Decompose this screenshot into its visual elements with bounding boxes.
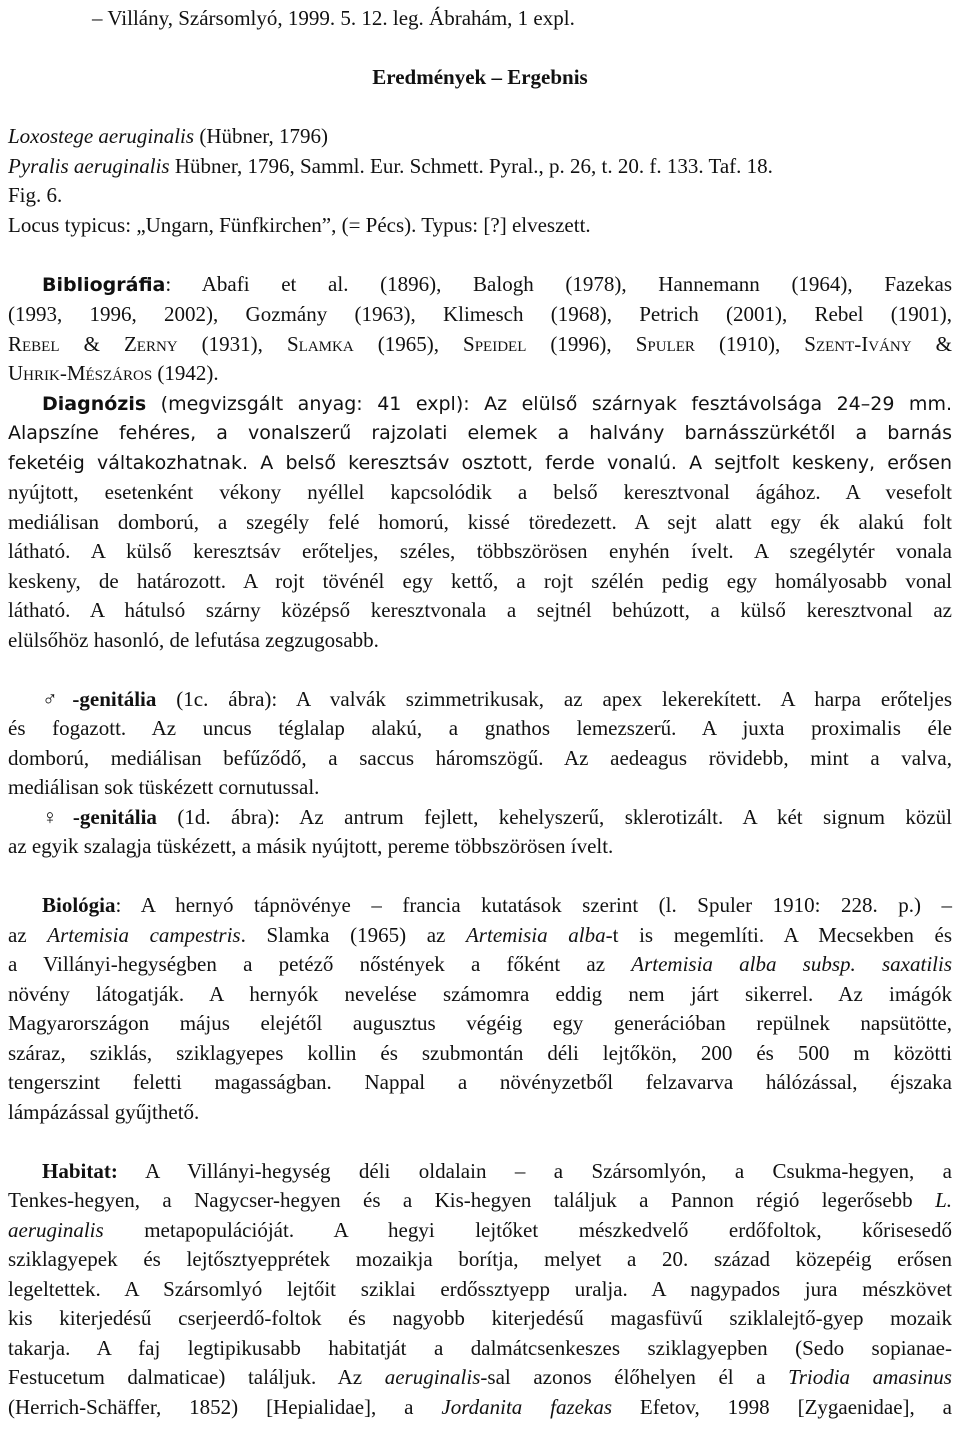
diagnosis-line: keskeny, de határozott. A rojt tövénél egy kettő, a rojt szélén pedig egy homályosabb vonal xyxy=(8,568,952,593)
diagnosis-line: látható. A hátulsó szárny középső keresztvonala a sejtnél behúzott, a külső keresztvonal az xyxy=(8,598,952,622)
diagnosis-line: Alapszíne fehéres, a vonalszerű rajzolati elemek a halvány barnásszürkétől a barnás xyxy=(8,422,952,444)
male-genitalia-text: (1c. ábra): A valvák szimmetrikusak, az apex lekerekített. A harpa erőteljes xyxy=(156,686,953,711)
biology-line xyxy=(8,891,952,921)
habitat-line: Festucetum dalmaticae) találjuk. Az aeruginalis-sal azonos élőhelyen él a Triodia amasinus xyxy=(8,1365,952,1389)
habitat-line: sziklagyepek és lejtősztyepprétek mozaikja borítja, melyet a 20. század közepéig erősen xyxy=(8,1247,952,1271)
habitat-line xyxy=(8,1157,952,1187)
female-genitalia-text: (1d. ábra): Az antrum fejlett, kehelyszerű, sklerotizált. A két signum közül xyxy=(156,804,952,829)
biology-label: Biológia xyxy=(42,893,116,917)
species-title xyxy=(8,122,952,152)
biology-line: száraz, sziklás, sziklagyepes kollin és szubmontán déli lejtőkön, 200 és 500 m közötti xyxy=(8,1040,952,1065)
male-genitalia-label: ♂-genitália xyxy=(42,686,157,711)
species-ref: Jordanita fazekas xyxy=(441,1394,612,1419)
habitat-line: kis kiterjedésű cserjeerdő-foltok és nagyobb kiterjedésű magasfüvű sziklalejtő-gyep mozaik xyxy=(8,1306,952,1330)
habitat-line: Tenkes-hegyen, a Nagycser-hegyen és a Kis-hegyen találjuk a Pannon régió legerősebb L. xyxy=(8,1188,952,1212)
male-genitalia-line: és fogazott. Az uncus téglalap alakú, a gnathos lemezszerű. A juxta proximalis éle xyxy=(8,716,952,740)
locus-typicus: Locus typicus: „Ungarn, Fünfkirchen”, (= Pécs). Typus: [?] elveszett. xyxy=(8,212,591,237)
bibliography-text: : Abafi et al. (1896), Balogh (1978), Hannemann (1964), Fazekas xyxy=(165,271,952,296)
bibliography-label: Bibliográfia xyxy=(42,273,166,296)
male-genitalia-line xyxy=(8,685,952,715)
biology-line: Magyarországon május elejétől augusztus végéig egy generációban repülnek napsütötte, xyxy=(8,1011,952,1035)
habitat-line: takarja. A faj legtipikusabb habitatját a dalmátcsenkeszes sziklagyepben (Sedo sopianae- xyxy=(8,1335,952,1360)
species-ref: Artemisia alba subsp. saxatilis xyxy=(631,952,952,976)
habitat-line: (Herrich-Schäffer, 1852) [Hepialidae], a Jordanita fazekas Efetov, 1998 [Zygaenidae], a xyxy=(8,1394,952,1419)
female-genitalia-label: ♀-genitália xyxy=(42,804,157,829)
diagnosis-line xyxy=(8,389,952,420)
diagnosis-line: látható. A külső keresztsáv erőteljes, széles, többszörösen enyhén ívelt. A szegélytér vonala xyxy=(8,539,952,563)
species-ref: aeruginalis xyxy=(8,1217,104,1242)
species-ref: Artemisia campestris xyxy=(47,922,241,947)
species-ref: Triodia amasinus xyxy=(788,1365,952,1389)
habitat-label: Habitat: xyxy=(42,1158,118,1183)
female-genitalia-line: az egyik szalagja tüskézett, a másik nyújtott, pereme többszörösen ívelt. xyxy=(8,834,614,858)
diagnosis-text: (megvizsgált anyag: 41 expl): Az elülső szárnyak fesztávolsága 24–29 mm. xyxy=(146,392,952,415)
species-author: (Hübner, 1796) xyxy=(194,124,328,148)
biology-line: lámpázással gyűjthető. xyxy=(8,1099,200,1124)
biology-line: az Artemisia campestris. Slamka (1965) az Artemisia alba-t is megemlíti. A Mecsekben és xyxy=(8,922,952,947)
original-citation: Hübner, 1796, Samml. Eur. Schmett. Pyral., p. 26, t. 20. f. 133. Taf. 18. xyxy=(169,153,773,178)
biology-text: : A hernyó tápnövénye – francia kutatások szerint (l. Spuler 1910: 228. p.) – xyxy=(115,893,952,917)
bibliography-line: Rebel & Zerny (1931), Slamka (1965), Speidel (1996), Spuler (1910), Szent-Ivány & xyxy=(8,331,952,356)
species-ref: aeruginalis xyxy=(384,1365,481,1389)
bibliography-line: Uhrik-Mészáros (1942). xyxy=(8,361,219,385)
biology-line: tengerszint feletti magasságban. Nappal a növényzetből felzavarva hálózással, éjszaka xyxy=(8,1070,952,1094)
results-heading: Eredmények – Ergebnis xyxy=(372,65,588,89)
male-genitalia-line: mediálisan sok tüskézett cornutussal. xyxy=(8,775,320,799)
species-ref: L. xyxy=(935,1188,952,1212)
diagnosis-label: Diagnózis xyxy=(42,392,147,415)
collection-record: – Villány, Szársomlyó, 1999. 5. 12. leg. Ábrahám, 1 expl. xyxy=(92,6,575,30)
original-description xyxy=(8,152,952,182)
diagnosis-line: feketéig váltakozhatnak. A belső keresztsáv osztott, ferde vonalú. A sejtfolt keskeny, erősen xyxy=(8,451,952,474)
habitat-line: legeltettek. A Szársomlyó lejtőit sziklai erdőssztyepp uralja. A nagypados jura mészkövet xyxy=(8,1276,952,1301)
habitat-text: A Villányi-hegység déli oldalain – a Szársomlyón, a Csukma-hegyen, a xyxy=(117,1158,952,1183)
biology-line: a Villányi-hegységben a petéző nőstények a főként az Artemisia alba subsp. saxatilis xyxy=(8,952,952,976)
habitat-line: aeruginalis metapopulációját. A hegyi lejtőket mészkedvelő erdőfoltok, kőrisesedő xyxy=(8,1217,952,1242)
diagnosis-line: elülsőhöz hasonló, de lefutása zegzugosabb. xyxy=(8,627,379,652)
bibliography-line xyxy=(8,270,952,301)
original-name: Pyralis aeruginalis xyxy=(8,153,170,178)
biology-line: növény látogatják. A hernyók nevelése számomra eddig nem járt sikerrel. Az imágók xyxy=(8,981,952,1006)
diagnosis-line: mediálisan domború, a szegély felé homorú, kissé töredezett. A sejt alatt egy ék alakú folt xyxy=(8,509,952,534)
species-ref: Artemisia alba xyxy=(465,922,606,947)
male-genitalia-line: domború, mediálisan befűződő, a saccus háromszögű. Az aedeagus rövidebb, mint a valva, xyxy=(8,745,952,770)
diagnosis-line: nyújtott, esetenként vékony nyéllel kapcsolódik a belső keresztvonal ágához. A vesefolt xyxy=(8,480,952,504)
bibliography-line: (1993, 1996, 2002), Gozmány (1963), Klimesch (1968), Petrich (2001), Rebel (1901), xyxy=(8,302,952,326)
female-genitalia-line xyxy=(8,803,952,833)
original-citation-cont: Fig. 6. xyxy=(8,183,63,207)
species-name: Loxostege aeruginalis xyxy=(8,124,195,148)
